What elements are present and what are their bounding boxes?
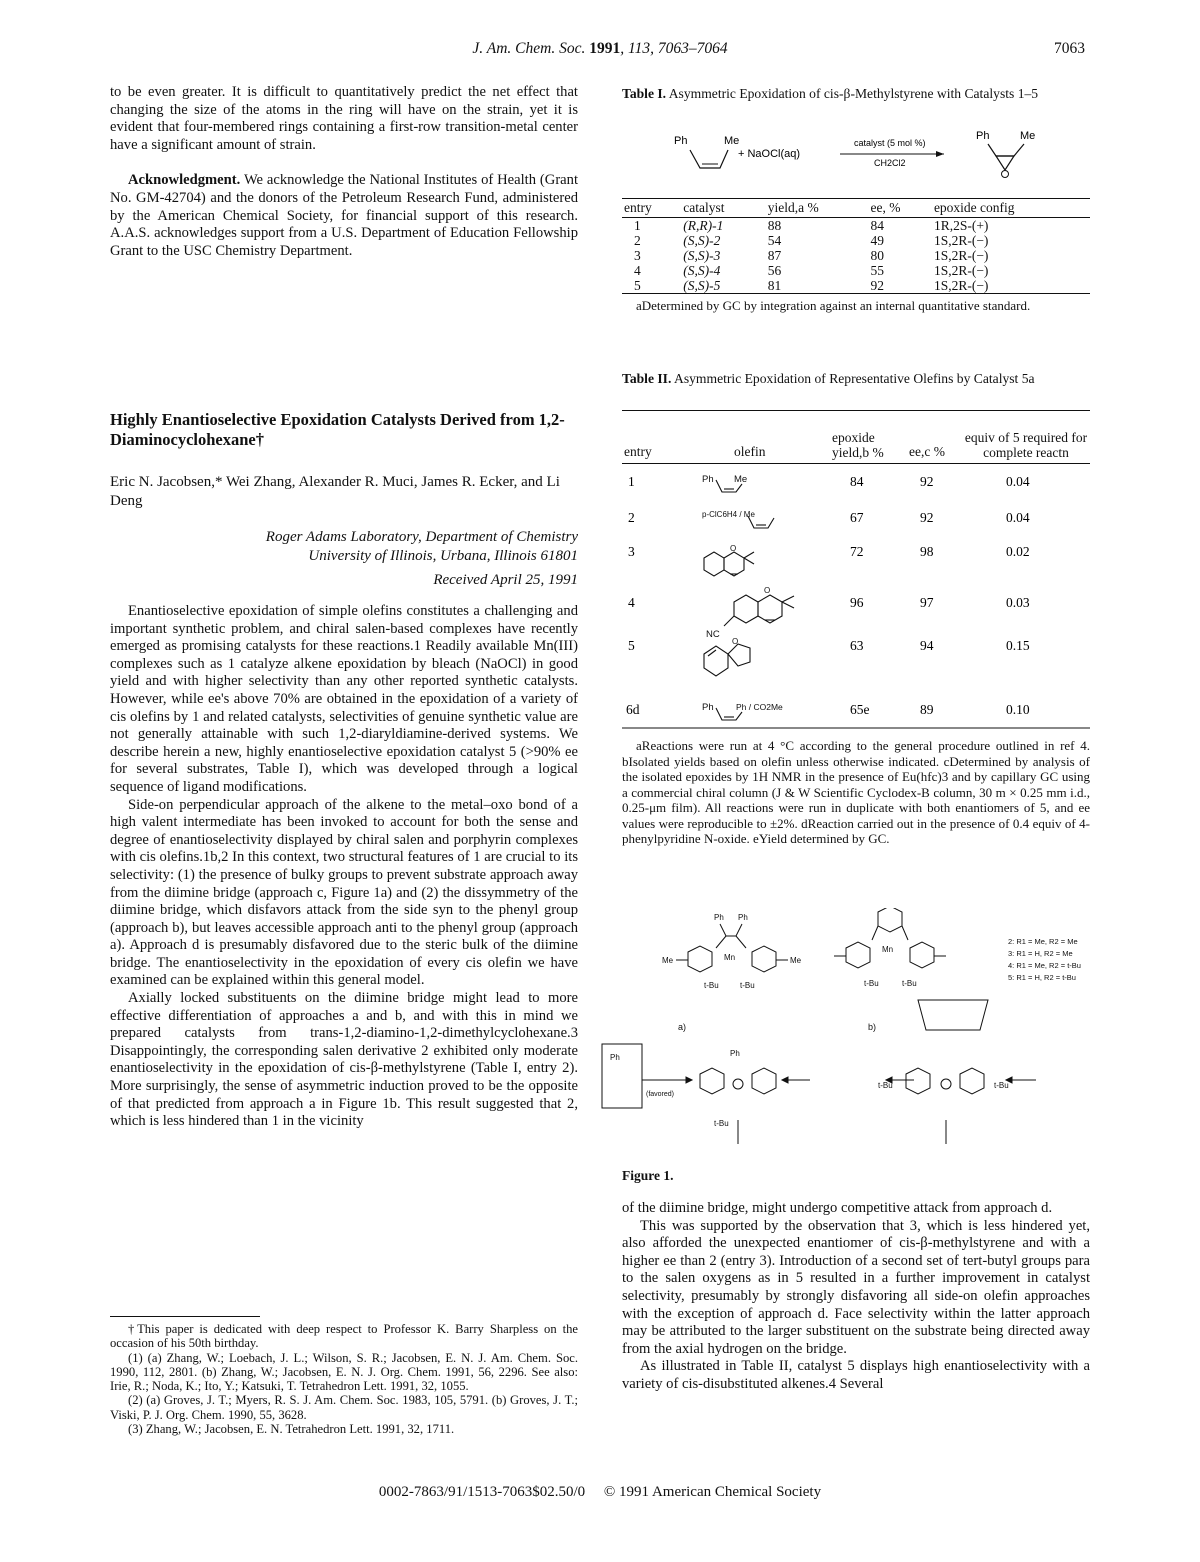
legend-3: 3: R1 = H, R2 = Me: [1008, 949, 1073, 958]
olefin-1-ph: Ph: [702, 474, 714, 485]
paragraph: This was supported by the observation that 3, which is less hindered yet, also afforded the unexpected enantiomer of cis-β-methylstyrene and with a higher ee than 2 (entry 3). Introduction of a second set of tert-butyl groups para to the salen oxygens as in 5 resulted in a further improvement in catalyst selectivity, presumably by strongly disfavoring all side-on olefin approaches with the exception of approach d. Face selectivity within the latter approach may be attributed to the larger substituent on the substrate being directed away from the axial hydrogen on the bridge.: [622, 1217, 1090, 1357]
legend-5: 5: R1 = H, R2 = t-Bu: [1008, 973, 1076, 982]
previous-article-end: [110, 84, 578, 260]
svg-text:Ph: Ph: [610, 1053, 620, 1062]
svg-text:(favored): (favored): [646, 1091, 675, 1098]
table-2-header: entry olefin epoxide yield,b % ee,c % equiv of 5 required for complete reactn: [622, 410, 1090, 464]
panel-b: [878, 1000, 1036, 1144]
svg-text:5: 5: [628, 638, 635, 653]
svg-text:O: O: [764, 586, 771, 595]
ack-text: We acknowledge the National Institutes of Health (Grant No. GM-42704) and the donors of the Petroleum Research Fund, administered by the American Chemical Society, for financial support of this research. A.A.S. acknowledges support from a U.S. Department of Education Fellowship Grant to the USC Chemistry Department.: [110, 172, 579, 259]
olefin-5-spiroketal: [704, 637, 750, 676]
journal-citation: , 113, 7063–7064: [620, 40, 728, 57]
table-1-scheme: [622, 124, 1090, 188]
product-ph-label: Ph: [976, 130, 990, 142]
journal-name: J. Am. Chem. Soc.: [472, 40, 586, 57]
table-header-row: [622, 199, 1090, 218]
svg-text:92: 92: [920, 510, 934, 525]
svg-text:0.02: 0.02: [1006, 544, 1030, 559]
cis-alkene-bond: [690, 150, 728, 168]
svg-text:Me: Me: [662, 956, 674, 965]
olefin-6-ester: Ph / CO2Me: [736, 702, 783, 712]
col-yield: yield,a %: [766, 199, 869, 218]
legend-2: 2: R1 = Me, R2 = Me: [1008, 937, 1078, 946]
page-footer: [0, 1484, 1200, 1501]
acknowledgment: [110, 172, 578, 260]
table-row: 1 (R,R)-1 88 84 1R,2S-(+): [634, 218, 989, 233]
paragraph: Enantioselective epoxidation of simple olefins constitutes a challenging and important synthetic problem, and chiral salen-based complexes have recently emerged as promising catalysts for these reactions.1 Readily available Mn(III) complexes such as 1 catalyze alkene epoxidation by bleach (NaOCl) in good yield and with higher selectivity than any other reported synthetic catalysts. However, while ee's above 70% are obtained in the epoxidation of a variety of cis olefins by 1 and related catalysts, selectivities of genuine synthetic value are not generally attainable with such 1,2-diaryldiamine-derived systems. We describe herein a new, highly enantioselective epoxidation catalyst 5 (>90% ee for several substrates, Table I), which was developed through a logical sequence of ligand modifications.: [110, 603, 578, 795]
olefin-2-aryl: p-ClC6H4 / Me: [702, 510, 755, 519]
figure-1-caption: Figure 1.: [622, 1168, 674, 1183]
olefin-6-ph: Ph: [702, 702, 714, 713]
svg-text:t-Bu: t-Bu: [740, 981, 755, 990]
epoxide-ring: [996, 156, 1014, 170]
col-config: epoxide config: [932, 199, 1090, 218]
table-1-label: Table I.: [622, 86, 667, 101]
svg-text:t-Bu: t-Bu: [864, 979, 879, 988]
scheme-solvent: CH2Cl2: [874, 158, 906, 168]
svg-text:0.10: 0.10: [1006, 702, 1030, 717]
svg-text:0.15: 0.15: [1006, 638, 1030, 653]
paragraph: Axially locked substituents on the diimine bridge might lead to more effective differentiation of approaches a and b, and with this in mind we prepared catalysts from trans-1,2-diamino-1,2-dimethylcyclohexane.3 Disappointingly, the corresponding salen derivative 2 exhibited only moderate enantioselectivity in the epoxidation of cis-β-methylstyrene (Table I, entry 2). More surprisingly, the sense of asymmetric induction proved to be the opposite of that predicted from approach a in Figure 1b. This result suggested that 2, which is less hindered than 1 in the vicinity: [110, 990, 578, 1130]
svg-text:92: 92: [920, 474, 934, 489]
olefin-structures: [702, 474, 794, 720]
svg-text:84: 84: [850, 474, 864, 489]
svg-text:72: 72: [850, 544, 864, 559]
svg-text:t-Bu: t-Bu: [902, 979, 917, 988]
svg-text:6d: 6d: [626, 702, 640, 717]
footnotes: [110, 1322, 578, 1436]
paragraph: Side-on perpendicular approach of the alkene to the metal–oxo bond of a high valent intermediate has been invoked to account for both the sense and degree of enantioselectivity displayed by chiral salen and porphyrin complexes with cis olefins.1b,2 In this context, two structural features of 1 are crucial to its selectivity: (1) the presence of bulky groups to prevent substrate approach away from the diimine bridge (approach c, Figure 1a) and (2) the dissymmetry of the diimine bridge, which disfavors attack from the side syn to the phenyl group (approach b), but leaves accessible approach anti to the phenyl group (approach a). Approach d is presumably disfavored due to the steric bulk of the diimine bridge. The enantioselectivity in the epoxidation of every cis olefin we have examined can be explained within this general model.: [110, 796, 578, 989]
table-2-footnote: aReactions were run at 4 °C according to the general procedure outlined in ref 4. bIsolated yields based on olefin unless otherwise indicated. cDetermined by analysis of the isolated epoxides by 1H NMR in the presence of Eu(hfc)3 and by capillary GC using a commercial chiral column (J & W Scientific Cyclodex-B column, 30 m × 0.25 mm i.d., 0.25-μm film). All reactions were run in duplicate with both enantiomers of 5, and ee values were reproducible to ±2%. dReaction carried out in the presence of 0.4 equiv of 4-phenylpyridine N-oxide. eYield determined by GC.: [622, 738, 1090, 846]
olefin-4-nc: NC: [706, 629, 720, 640]
panel-b-label: b): [868, 1022, 877, 1032]
ack-heading: Acknowledgment.: [128, 172, 241, 189]
svg-text:0.04: 0.04: [1006, 474, 1030, 489]
product-me-label: Me: [1020, 130, 1036, 142]
svg-text:89: 89: [920, 702, 934, 717]
legend-4: 4: R1 = Me, R2 = t-Bu: [1008, 961, 1081, 970]
svg-text:Ph: Ph: [738, 913, 748, 922]
col-entry: entry: [622, 199, 681, 218]
svg-text:t-Bu: t-Bu: [878, 1081, 893, 1090]
footnote-3: (3) Zhang, W.; Jacobsen, E. N. Tetrahedron Lett. 1991, 32, 1711.: [128, 1422, 455, 1437]
epoxide-oxygen: [1002, 171, 1009, 178]
table-2-body: [622, 462, 1090, 730]
svg-text:1: 1: [628, 474, 635, 489]
table-1-caption: [622, 86, 1090, 102]
svg-text:Ph: Ph: [714, 913, 724, 922]
article-title: Highly Enantioselective Epoxidation Catalysts Derived from 1,2-Diaminocyclohexane†: [110, 410, 565, 449]
footnote-dagger: †This paper is dedicated with deep respect to Professor K. Barry Sharpless on the occasion of his 50th birthday.: [110, 1322, 578, 1351]
table-row: 5 (S,S)-5 81 92 1S,2R-(−): [622, 278, 1090, 294]
svg-text:97: 97: [920, 595, 934, 610]
svg-text:96: 96: [850, 595, 864, 610]
table-1-title: Asymmetric Epoxidation of cis-β-Methylstyrene with Catalysts 1–5: [668, 86, 1039, 101]
svg-text:3: 3: [628, 544, 635, 559]
scheme-catalyst: catalyst (5 mol %): [854, 138, 926, 148]
svg-text:Ph: Ph: [730, 1049, 740, 1058]
svg-text:0.04: 0.04: [1006, 510, 1030, 525]
catalyst-2-5-structure: [834, 908, 946, 988]
paragraph: As illustrated in Table II, catalyst 5 displays high enantioselectivity with a variety of cis-disubstituted alkenes.4 Several: [622, 1358, 1090, 1392]
footnote-1: (1) (a) Zhang, W.; Loebach, J. L.; Wilson, S. R.; Jacobsen, E. N. J. Am. Chem. Soc. 1990, 112, 2801. (b) Zhang, W.; Jacobsen, E. N. J. Org. Chem. 1991, 56, 2296. See also: Irie, R.; Noda, K.; Ito, Y.; Katsuki, T. Tetrahedron Lett. 1991, 32, 1055.: [110, 1350, 578, 1394]
col-catalyst: catalyst: [681, 199, 765, 218]
svg-text:67: 67: [850, 510, 864, 525]
svg-text:Mn: Mn: [882, 945, 894, 954]
olefin-4-cyanochromene: [706, 586, 794, 640]
affiliation-line-2: University of Illinois, Urbana, Illinois 61801: [308, 548, 578, 564]
footnote-2: (2) (a) Groves, J. T.; Myers, R. S. J. Am. Chem. Soc. 1983, 105, 5791. (b) Groves, J. T.; Viski, P. J. Org. Chem. 1990, 55, 3628.: [110, 1393, 578, 1422]
affiliation-line-1: Roger Adams Laboratory, Department of Chemistry: [265, 529, 578, 545]
svg-text:t-Bu: t-Bu: [704, 981, 719, 990]
table-2: [622, 410, 1090, 730]
table-2-label: Table II.: [622, 371, 672, 386]
figure-1: [596, 908, 1096, 1170]
journal-year: 1991: [589, 40, 621, 57]
catalyst-1-structure: [662, 913, 802, 990]
scheme-me-label: Me: [724, 135, 740, 147]
svg-text:O: O: [730, 544, 737, 553]
authors: Eric N. Jacobsen,* Wei Zhang, Alexander R. Muci, James R. Ecker, and Li Deng: [110, 474, 560, 509]
page-number: 7063: [1054, 40, 1085, 57]
scheme-reagent: + NaOCl(aq): [738, 148, 801, 160]
paragraph: of the diimine bridge, might undergo competitive attack from approach d.: [622, 1200, 1053, 1216]
olefin-1-me: Me: [734, 474, 748, 485]
svg-text:63: 63: [850, 638, 864, 653]
table-row: 2 (S,S)-2 54 49 1S,2R-(−): [634, 233, 989, 248]
table-1: [622, 198, 1090, 314]
svg-text:Me: Me: [790, 956, 802, 965]
table-2-title: Asymmetric Epoxidation of Representative Olefins by Catalyst 5a: [674, 371, 1035, 386]
footnote-rule: [110, 1316, 260, 1317]
svg-text:Mn: Mn: [724, 953, 736, 962]
svg-text:2: 2: [628, 510, 635, 525]
article-body-left: [110, 603, 578, 1131]
svg-text:98: 98: [920, 544, 934, 559]
table-row: 4 (S,S)-4 56 55 1S,2R-(−): [634, 263, 989, 278]
svg-text:t-Bu: t-Bu: [994, 1081, 1009, 1090]
table-2-caption: [622, 371, 1090, 387]
svg-text:O: O: [732, 637, 739, 646]
svg-text:4: 4: [628, 595, 635, 610]
copyright: © 1991 American Chemical Society: [603, 1484, 822, 1500]
col-ee: ee, %: [868, 199, 931, 218]
scheme-ph-label: Ph: [674, 135, 688, 147]
continuation-text: to be even greater. It is difficult to quantitatively predict the net effect that changing the size of the atoms in the ring will have on the strain, yet it is evident that four-membered rings containing a first-row transition-metal center have a significant amount of strain.: [110, 84, 578, 153]
svg-text:0.03: 0.03: [1006, 595, 1030, 610]
table-row: 3 (S,S)-3 87 80 1S,2R-(−): [634, 248, 989, 263]
table-1-footnote: aDetermined by GC by integration against an internal quantitative standard.: [636, 298, 1031, 313]
svg-text:t-Bu: t-Bu: [714, 1119, 729, 1128]
svg-text:65e: 65e: [850, 702, 870, 717]
article-code: 0002-7863/91/1513-7063$02.50/0: [378, 1484, 586, 1500]
svg-text:94: 94: [920, 638, 934, 653]
received-date: Received April 25, 1991: [433, 572, 578, 588]
running-header: [0, 40, 1200, 64]
panel-a: [602, 1044, 810, 1144]
panel-a-label: a): [678, 1022, 687, 1032]
affiliation: [110, 528, 578, 590]
olefin-3-chromene: [704, 544, 754, 576]
article-body-right: [622, 1200, 1090, 1394]
